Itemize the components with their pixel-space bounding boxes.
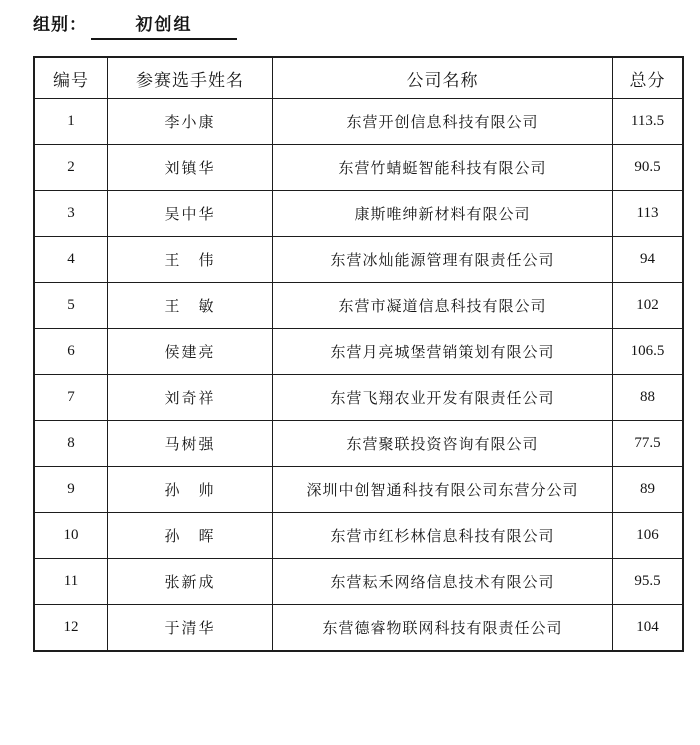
contestant-name: 吴中华 [108, 191, 273, 237]
contestant-name: 王 敏 [108, 283, 273, 329]
table-row [34, 605, 683, 652]
total-score: 89 [613, 467, 684, 513]
row-number: 6 [34, 329, 108, 375]
table-row [34, 283, 683, 329]
company-name: 东营市红杉林信息科技有限公司 [273, 513, 613, 559]
table-row [34, 513, 683, 559]
total-score: 88 [613, 375, 684, 421]
row-number: 1 [34, 99, 108, 145]
total-score: 95.5 [613, 559, 684, 605]
row-number: 11 [34, 559, 108, 605]
row-number: 8 [34, 421, 108, 467]
company-name: 深圳中创智通科技有限公司东营分公司 [273, 467, 613, 513]
contestant-name: 孙 帅 [108, 467, 273, 513]
total-score: 106.5 [613, 329, 684, 375]
contestant-name: 马树强 [108, 421, 273, 467]
contestant-name: 张新成 [108, 559, 273, 605]
total-score: 104 [613, 605, 684, 652]
header-company-name: 公司名称 [273, 57, 613, 99]
total-score: 90.5 [613, 145, 684, 191]
contestant-name: 于清华 [108, 605, 273, 652]
total-score: 77.5 [613, 421, 684, 467]
total-score: 113.5 [613, 99, 684, 145]
group-label: 组别： [33, 15, 87, 34]
company-name: 东营市凝道信息科技有限公司 [273, 283, 613, 329]
company-name: 东营耘禾网络信息技术有限公司 [273, 559, 613, 605]
table-row [34, 375, 683, 421]
contestant-name: 李小康 [108, 99, 273, 145]
table-row [34, 421, 683, 467]
table-row [34, 191, 683, 237]
header-contestant-name: 参赛选手姓名 [108, 57, 273, 99]
total-score: 102 [613, 283, 684, 329]
company-name: 东营德睿物联网科技有限责任公司 [273, 605, 613, 652]
company-name: 东营月亮城堡营销策划有限公司 [273, 329, 613, 375]
header-number: 编号 [34, 57, 108, 99]
total-score: 113 [613, 191, 684, 237]
contestant-name: 王 伟 [108, 237, 273, 283]
company-name: 东营开创信息科技有限公司 [273, 99, 613, 145]
group-value: 初创组 [91, 10, 237, 40]
company-name: 东营冰灿能源管理有限责任公司 [273, 237, 613, 283]
score-table [33, 56, 684, 652]
contestant-name: 刘奇祥 [108, 375, 273, 421]
contestant-name: 孙 晖 [108, 513, 273, 559]
table-body [34, 99, 683, 652]
total-score: 106 [613, 513, 684, 559]
table-row [34, 329, 683, 375]
row-number: 7 [34, 375, 108, 421]
total-score: 94 [613, 237, 684, 283]
row-number: 12 [34, 605, 108, 652]
document [33, 10, 669, 652]
row-number: 3 [34, 191, 108, 237]
row-number: 4 [34, 237, 108, 283]
company-name: 东营聚联投资咨询有限公司 [273, 421, 613, 467]
table-row [34, 237, 683, 283]
table-row [34, 145, 683, 191]
contestant-name: 侯建亮 [108, 329, 273, 375]
group-title [33, 10, 669, 40]
table-row [34, 559, 683, 605]
row-number: 5 [34, 283, 108, 329]
company-name: 东营竹蜻蜓智能科技有限公司 [273, 145, 613, 191]
company-name: 康斯唯绅新材料有限公司 [273, 191, 613, 237]
header-row [34, 57, 683, 99]
table-row [34, 467, 683, 513]
row-number: 9 [34, 467, 108, 513]
contestant-name: 刘镇华 [108, 145, 273, 191]
company-name: 东营飞翔农业开发有限责任公司 [273, 375, 613, 421]
table-row [34, 99, 683, 145]
header-total-score: 总分 [613, 57, 684, 99]
row-number: 2 [34, 145, 108, 191]
row-number: 10 [34, 513, 108, 559]
